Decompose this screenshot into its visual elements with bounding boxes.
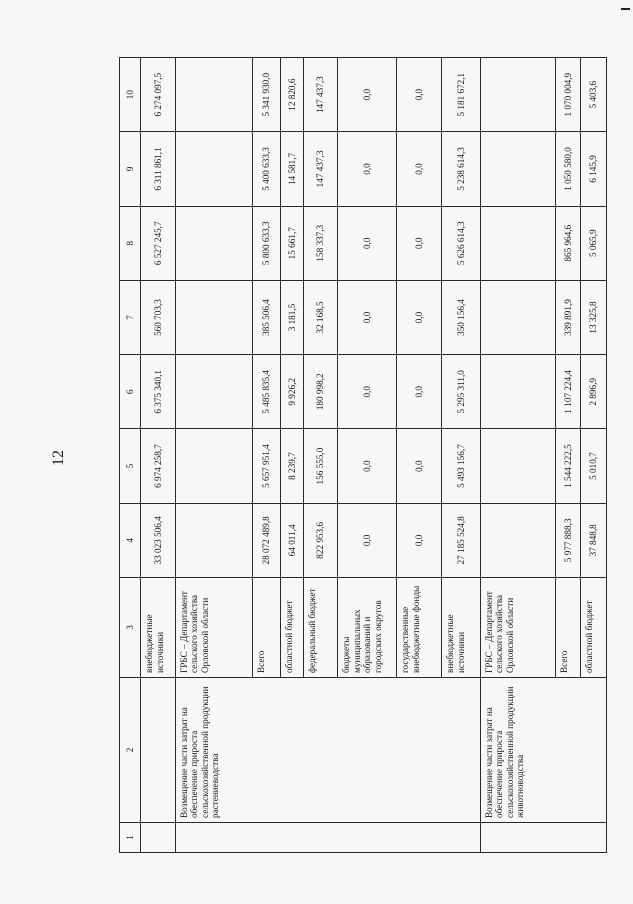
- value-cell: 1 050 580,0: [555, 132, 581, 206]
- value-cell: 180 998,2: [304, 355, 338, 429]
- value-cell: 158 337,3: [304, 206, 338, 280]
- value-cell: 0,0: [397, 429, 442, 503]
- header-cell: 2: [120, 678, 141, 823]
- value-cell: 0,0: [338, 355, 397, 429]
- measure-name-cell: Возмещение части затрат на обеспечение прироста сельскохозяйственной продукции растениеводства: [175, 678, 480, 823]
- value-cell: 33 023 506,4: [141, 503, 175, 577]
- value-cell: 28 072 489,8: [252, 503, 280, 577]
- value-cell: 64 011,4: [280, 503, 304, 577]
- value-cell: 0,0: [397, 355, 442, 429]
- value-cell: 5 010,7: [581, 429, 607, 503]
- value-cell: 560 703,3: [141, 280, 175, 354]
- value-cell: 37 848,8: [581, 503, 607, 577]
- value-cell: 5 238 614,3: [442, 132, 481, 206]
- value-cell: [175, 429, 252, 503]
- value-cell: 147 437,3: [304, 132, 338, 206]
- header-cell: 6: [120, 355, 141, 429]
- value-cell: 6 527 245,7: [141, 206, 175, 280]
- value-cell: 339 891,9: [555, 280, 581, 354]
- value-cell: 5 295 311,0: [442, 355, 481, 429]
- value-cell: 5 626 614,3: [442, 206, 481, 280]
- value-cell: 2 896,9: [581, 355, 607, 429]
- value-cell: [480, 206, 555, 280]
- source-cell: областной бюджет: [581, 578, 607, 678]
- header-cell: 1: [120, 823, 141, 853]
- source-cell: внебюджетные источники: [141, 578, 175, 678]
- header-cell: 4: [120, 503, 141, 577]
- value-cell: 9 926,2: [280, 355, 304, 429]
- value-cell: 822 953,6: [304, 503, 338, 577]
- source-cell: ГРБС – Департамент сельского хозяйства Орловской области: [175, 578, 252, 678]
- row-number-cell: [141, 823, 175, 853]
- value-cell: 6 311 861,1: [141, 132, 175, 206]
- source-cell: бюджеты муниципальных образований и городских округов: [338, 578, 397, 678]
- value-cell: [480, 503, 555, 577]
- table-row: [175, 58, 252, 853]
- value-cell: 1 544 222,5: [555, 429, 581, 503]
- value-cell: [175, 132, 252, 206]
- table-header-row: [120, 58, 141, 853]
- value-cell: 5 977 888,3: [555, 503, 581, 577]
- value-cell: [480, 355, 555, 429]
- value-cell: 0,0: [338, 429, 397, 503]
- header-cell: 5: [120, 429, 141, 503]
- value-cell: 0,0: [397, 503, 442, 577]
- value-cell: 5 065,9: [581, 206, 607, 280]
- table-row: [480, 58, 555, 853]
- value-cell: 0,0: [338, 503, 397, 577]
- value-cell: 0,0: [397, 206, 442, 280]
- value-cell: 1 107 224,4: [555, 355, 581, 429]
- source-cell: государственные внебюджетные фонды: [397, 578, 442, 678]
- value-cell: [175, 503, 252, 577]
- value-cell: 0,0: [397, 280, 442, 354]
- value-cell: 32 168,5: [304, 280, 338, 354]
- value-cell: 6 375 340,1: [141, 355, 175, 429]
- value-cell: 5 400 633,3: [252, 132, 280, 206]
- source-cell: областной бюджет: [280, 578, 304, 678]
- value-cell: 27 185 524,8: [442, 503, 481, 577]
- value-cell: 5 800 633,3: [252, 206, 280, 280]
- source-cell: Всего: [252, 578, 280, 678]
- header-cell: 10: [120, 58, 141, 132]
- value-cell: 0,0: [338, 58, 397, 132]
- value-cell: 13 325,8: [581, 280, 607, 354]
- value-cell: 15 661,7: [280, 206, 304, 280]
- value-cell: [480, 132, 555, 206]
- value-cell: 12 820,6: [280, 58, 304, 132]
- value-cell: [175, 355, 252, 429]
- header-cell: 9: [120, 132, 141, 206]
- value-cell: 5 657 951,4: [252, 429, 280, 503]
- measure-name-cell: [141, 678, 175, 823]
- row-number-cell: [480, 823, 606, 853]
- header-cell: 7: [120, 280, 141, 354]
- rotated-table-container: [119, 57, 607, 853]
- page-number: [49, 440, 69, 476]
- value-cell: 5 341 930,0: [252, 58, 280, 132]
- source-cell: ГРБС – Департамент сельского хозяйства Орловской области: [480, 578, 555, 678]
- budget-table: [119, 57, 607, 853]
- table-row: [141, 58, 175, 853]
- value-cell: [480, 280, 555, 354]
- value-cell: 865 964,6: [555, 206, 581, 280]
- value-cell: 0,0: [397, 58, 442, 132]
- value-cell: [175, 58, 252, 132]
- row-number-cell: [175, 823, 480, 853]
- value-cell: 6 145,9: [581, 132, 607, 206]
- measure-name-cell: Возмещение части затрат на обеспечение прироста сельскохозяйственной продукции животноводства: [480, 678, 606, 823]
- value-cell: 156 555,0: [304, 429, 338, 503]
- value-cell: 1 070 004,9: [555, 58, 581, 132]
- value-cell: 5 181 672,1: [442, 58, 481, 132]
- header-cell: 3: [120, 578, 141, 678]
- value-cell: [480, 429, 555, 503]
- value-cell: [175, 206, 252, 280]
- value-cell: 6 274 097,5: [141, 58, 175, 132]
- value-cell: 0,0: [338, 206, 397, 280]
- value-cell: 385 506,4: [252, 280, 280, 354]
- source-cell: внебюджетные источники: [442, 578, 481, 678]
- value-cell: 6 974 258,7: [141, 429, 175, 503]
- source-cell: федеральный бюджет: [304, 578, 338, 678]
- value-cell: 0,0: [338, 280, 397, 354]
- value-cell: [480, 58, 555, 132]
- value-cell: 5 403,6: [581, 58, 607, 132]
- scan-artifact-mark: [621, 8, 630, 10]
- value-cell: 5 493 156,7: [442, 429, 481, 503]
- value-cell: 0,0: [338, 132, 397, 206]
- page-number-label: 12: [50, 450, 67, 466]
- value-cell: [175, 280, 252, 354]
- header-cell: 8: [120, 206, 141, 280]
- value-cell: 8 239,7: [280, 429, 304, 503]
- value-cell: 3 181,5: [280, 280, 304, 354]
- value-cell: 147 437,3: [304, 58, 338, 132]
- value-cell: 350 156,4: [442, 280, 481, 354]
- source-cell: Всего: [555, 578, 581, 678]
- value-cell: 14 581,7: [280, 132, 304, 206]
- value-cell: 0,0: [397, 132, 442, 206]
- value-cell: 5 485 835,4: [252, 355, 280, 429]
